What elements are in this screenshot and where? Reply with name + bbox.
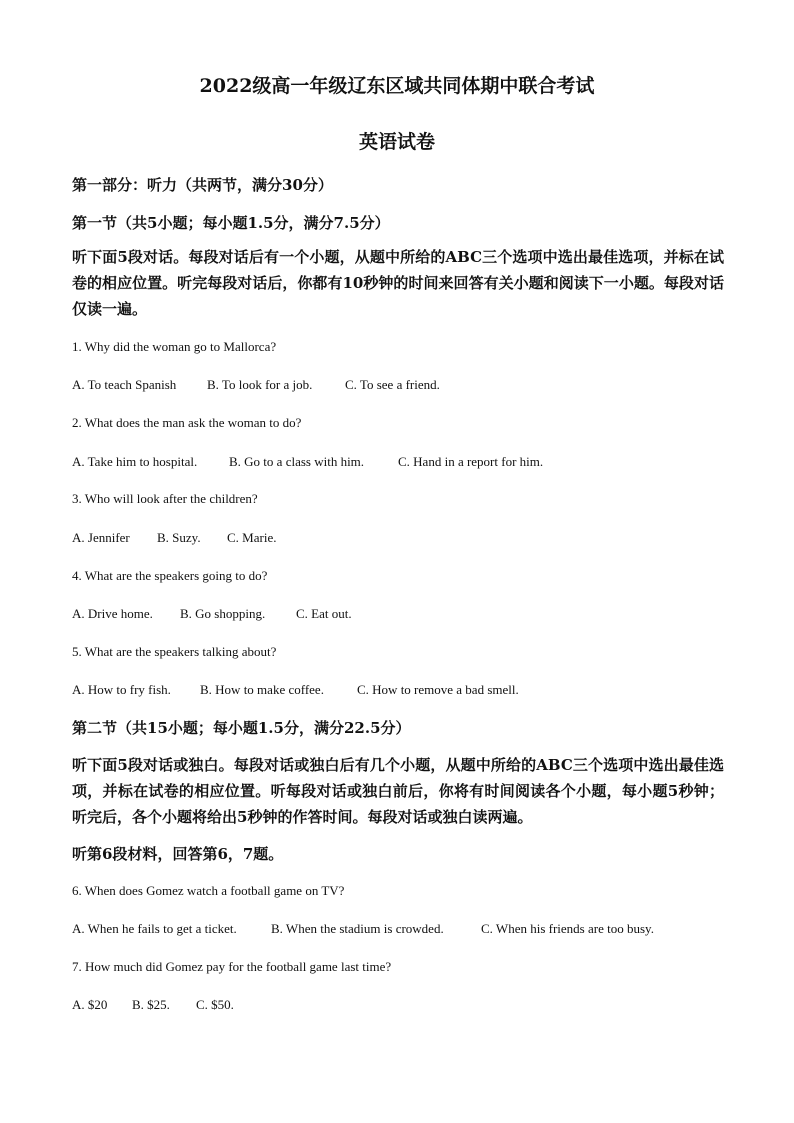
option-b: B. To look for a job. [207,377,313,392]
option-a: A. Take him to hospital. [72,454,198,469]
question-3: 3. Who will look after the children? [72,491,258,506]
exam-title: 2022级高一年级辽东区域共同体期中联合考试 [199,75,595,97]
option-c: C. When his friends are too busy. [481,921,654,936]
option-c: C. Marie. [227,530,277,545]
question-2: 2. What does the man ask the woman to do? [72,415,302,430]
option-c: C. To see a friend. [345,377,440,392]
question-4: 4. What are the speakers going to do? [72,568,268,583]
exam-subtitle: 英语试卷 [358,131,435,153]
question-5: 5. What are the speakers talking about? [72,644,277,659]
option-b: B. Go shopping. [180,606,266,621]
question-1-options [72,377,440,393]
question-3-options [72,530,276,546]
option-a: A. Jennifer [72,530,130,545]
section1-heading: 第一节（共5小题；每小题1.5分，满分7.5分） [72,214,390,232]
question-1: 1. Why did the woman go to Mallorca? [72,339,277,354]
question-7: 7. How much did Gomez pay for the football game last time? [72,959,392,974]
part1-heading: 第一部分：听力（共两节，满分30分） [72,176,333,194]
question-6-options [72,921,654,937]
option-a: A. Drive home. [72,606,153,621]
option-a: A. $20 [72,997,108,1012]
question-5-options [72,682,519,698]
section2-instructions: 听下面5段对话或独白。每段对话或独白后有几个小题，从题中所给的ABC三个选项中选出最佳选项，并标在试卷的相应位置。听每段对话或独白前后，你将有时间阅读各个小题，每小题5秒钟；听完后，各个小题将给出5秒钟的作答时间。每段对话或独白读两遍。 [72,756,724,826]
option-c: C. How to remove a bad smell. [357,682,519,697]
option-b: B. When the stadium is crowded. [271,921,444,936]
option-a: A. To teach Spanish [72,377,177,392]
option-c: C. Hand in a report for him. [398,454,544,469]
option-b: B. $25. [132,997,170,1012]
option-c: C. $50. [196,997,234,1012]
section2-heading: 第二节（共15小题；每小题1.5分，满分22.5分） [72,719,411,737]
option-b: B. Go to a class with him. [229,454,365,469]
material-6-heading: 听第6段材料，回答第6，7题。 [72,845,284,863]
question-7-options [72,997,234,1013]
option-c: C. Eat out. [296,606,352,621]
option-a: A. When he fails to get a ticket. [72,921,237,936]
section1-instructions: 听下面5段对话。每段对话后有一个小题，从题中所给的ABC三个选项中选出最佳选项，并标在试卷的相应位置。听完每段对话后，你都有10秒钟的时间来回答有关小题和阅读下一小题。每段对话仅读一遍。 [72,248,724,318]
question-6: 6. When does Gomez watch a football game on TV? [72,883,345,898]
question-4-options [72,606,352,622]
option-b: B. Suzy. [157,530,201,545]
question-2-options [72,454,543,470]
option-b: B. How to make coffee. [200,682,324,697]
option-a: A. How to fry fish. [72,682,171,697]
